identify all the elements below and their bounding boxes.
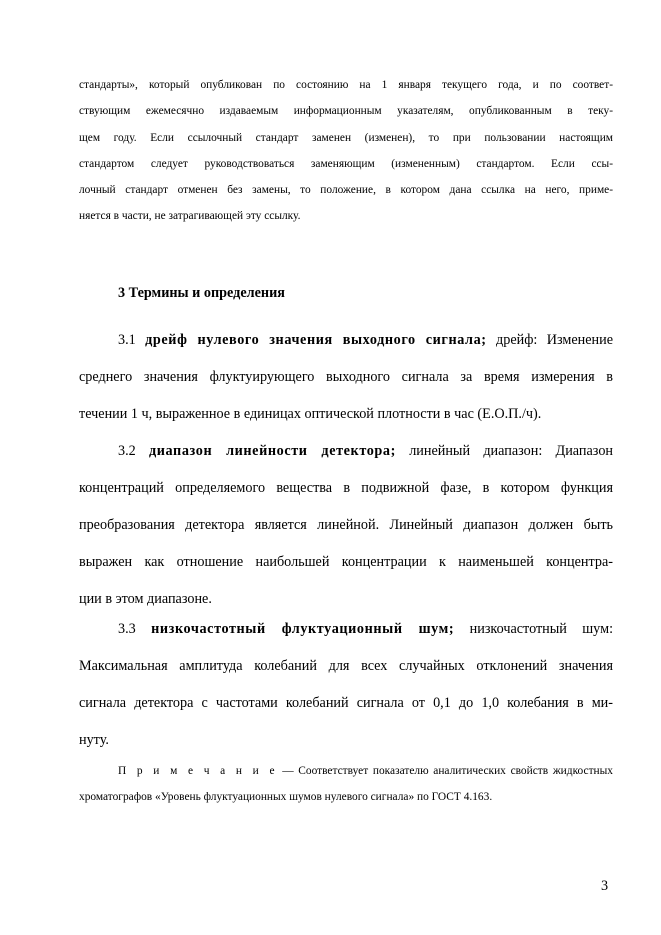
page-number: 3 [601, 878, 609, 894]
note [79, 758, 613, 811]
definition-text: низкочастотный шум: [469, 621, 614, 637]
note-text: — Соответствует показателю аналитических свойств жидкостных [282, 765, 613, 777]
top-paragraph-line: стандарты», который опубликован по состоянию на 1 января текущего года, и по соответ- [79, 79, 613, 91]
definition-line: выражен как отношение наибольшей концентрации к наименьшей концентра- [79, 554, 613, 570]
definition-number: 3.2 [118, 443, 136, 459]
top-paragraph-line: щем году. Если ссылочный стандарт заменен (изменен), то при пользовании настоящим [79, 131, 613, 144]
definition-line: сигнала детектора с частотами колебаний сигнала от 0,1 до 1,0 колебания в ми- [79, 695, 613, 711]
definition-line: течении 1 ч, выраженное в единицах оптической плотности в час (Е.О.П./ч). [79, 406, 542, 422]
note-first-line [79, 758, 613, 784]
top-paragraph-line: ствующим ежемесячно издаваемым информационным указателям, опубликованным в теку- [79, 105, 613, 118]
note-line: хроматографов «Уровень флуктуационных шумов нулевого сигнала» по ГОСТ 4.163. [79, 791, 493, 804]
definition-line: среднего значения флуктуирующего выходного сигнала за время измерения в [79, 369, 613, 385]
top-paragraph [79, 72, 613, 230]
definition-text: линейный диапазон: Диапазон [409, 443, 614, 459]
definition-first-line [79, 322, 613, 359]
definition-3-3 [79, 611, 613, 759]
definition-number: 3.3 [118, 621, 136, 637]
definition-line: нуту. [79, 732, 109, 748]
definition-term: низкочастотный флуктуационный шум; [151, 621, 455, 637]
definition-term: дрейф нулевого значения выходного сигнала; [145, 332, 487, 348]
definition-3-1 [79, 322, 613, 433]
top-paragraph-line: стандартом следует руководствоваться заменяющим (измененным) стандартом. Если ссы- [79, 157, 613, 170]
definition-line: Максимальная амплитуда колебаний для всех случайных отклонений значения [79, 658, 613, 674]
top-paragraph-line: няется в части, не затрагивающей эту ссылку. [79, 210, 301, 223]
note-label: П р и м е ч а н и е [118, 765, 278, 777]
definition-number: 3.1 [118, 332, 136, 348]
top-paragraph-line: лочный стандарт отменен без замены, то положение, в котором дана ссылка на него, приме- [79, 184, 613, 197]
definition-text: дрейф: Изменение [496, 332, 614, 348]
definition-line: ции в этом диапазоне. [79, 591, 212, 607]
definition-term: диапазон линейности детектора; [149, 443, 396, 459]
definition-line: преобразования детектора является линейной. Линейный диапазон должен быть [79, 517, 613, 533]
definition-3-2 [79, 433, 613, 618]
definition-first-line [79, 433, 613, 470]
definition-first-line [79, 611, 613, 648]
section-heading: 3 Термины и определения [118, 285, 285, 301]
definition-line: концентраций определяемого вещества в подвижной фазе, в котором функция [79, 480, 613, 496]
